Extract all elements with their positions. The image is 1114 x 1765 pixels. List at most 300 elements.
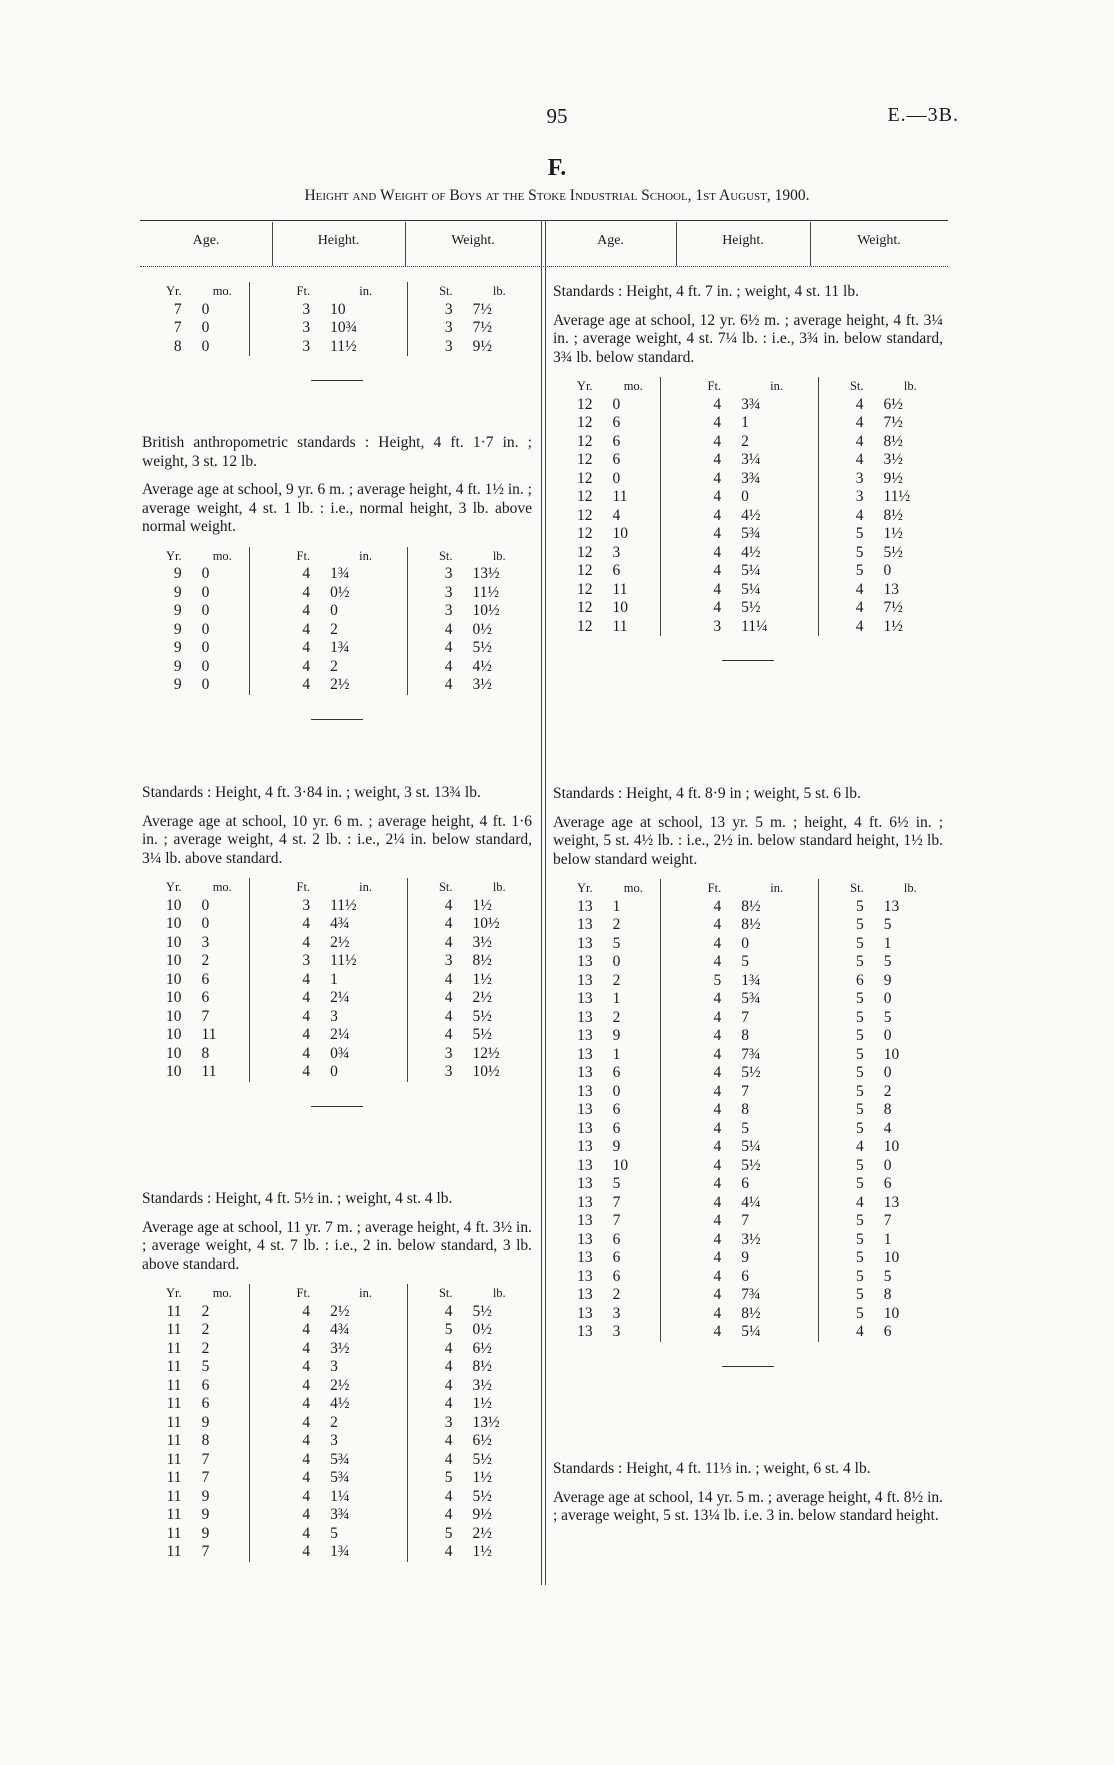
table-cell: 11½	[883, 488, 911, 505]
unit-mo: mo.	[212, 880, 232, 894]
unit-mo: mo.	[212, 1286, 232, 1300]
table-cell: 5¼	[741, 580, 761, 598]
table-cell: 5¼	[741, 1323, 761, 1340]
table-cell: 4	[855, 414, 864, 431]
table-cell: 4	[444, 1339, 453, 1357]
table-cell: 7	[741, 1212, 749, 1229]
table-cell: 10	[166, 1063, 182, 1080]
table-cell: 2	[612, 1008, 621, 1026]
table-cell: 8	[201, 1044, 210, 1062]
table-cell: 13	[577, 1101, 593, 1118]
table-cell: 6	[612, 1064, 621, 1081]
unit-ft: Ft.	[296, 548, 311, 563]
table-row	[553, 1175, 943, 1194]
table-cell: 3	[612, 543, 621, 561]
table-cell: 3	[302, 896, 311, 914]
table-cell: 4	[302, 1395, 311, 1412]
table-cell: 10	[612, 525, 629, 542]
table-cell: 3	[713, 617, 722, 635]
table-cell: 4	[713, 953, 722, 970]
measurement-table	[142, 547, 532, 695]
table-row	[553, 1231, 943, 1250]
table-cell: 0	[201, 657, 210, 675]
table-cell: 4	[302, 933, 311, 951]
table-cell: 2	[741, 432, 749, 450]
table-cell: 5	[855, 1230, 864, 1248]
table-cell: 4	[713, 1008, 722, 1026]
table-cell: 5	[612, 934, 621, 952]
table-cell: 13	[577, 1267, 593, 1285]
page-number: 95	[546, 104, 568, 128]
table-cell: 12	[577, 469, 593, 487]
table-cell: 8½	[472, 1358, 492, 1375]
table-cell: 8½	[741, 897, 761, 915]
table-cell: 13	[577, 1249, 593, 1266]
table-cell: 9	[741, 1249, 749, 1266]
table-cell: 12	[577, 580, 593, 598]
table-cell: 6	[201, 989, 210, 1006]
table-cell: 4	[713, 451, 722, 468]
table-cell: 13	[577, 1212, 593, 1229]
unit-mo: mo.	[623, 379, 643, 393]
table-cell: 4	[713, 506, 722, 524]
table-cell: 4	[713, 1212, 722, 1229]
table-cell: 4	[855, 617, 864, 635]
measurement-table	[142, 1284, 532, 1562]
table-row	[553, 916, 943, 935]
table-cell: 4	[713, 1119, 722, 1137]
table-cell: 4	[302, 1432, 311, 1449]
table-cell: 4	[302, 620, 311, 638]
unit-in: in.	[359, 880, 373, 894]
table-cell: 12	[577, 617, 593, 635]
table-cell: 10	[883, 1249, 900, 1266]
table-cell: 5	[855, 1082, 864, 1100]
table-cell: 5	[855, 1027, 864, 1044]
table-cell: 7	[173, 319, 182, 336]
table-cell: 0	[201, 676, 210, 693]
table-cell: 6	[741, 1267, 749, 1285]
column-divider-2	[545, 220, 546, 1585]
table-cell: 11	[166, 1339, 182, 1357]
unit-mo: mo.	[212, 548, 232, 563]
table-cell: 9	[173, 565, 182, 582]
table-cell: 0½	[472, 620, 492, 638]
table-cell: 3½	[472, 933, 492, 951]
table-row	[553, 618, 943, 637]
table-cell: 6	[612, 1101, 621, 1118]
table-cell: 13	[577, 897, 593, 915]
unit-yr: Yr.	[576, 881, 593, 895]
table-cell: 5	[855, 562, 864, 579]
group-paragraph: Average age at school, 10 yr. 6 m. ; average height, 4 ft. 1·6 in. ; average weight, 4 st. 2 lb. : i.e., 2¼ in. below standard, 3¼ lb. above standard.	[142, 812, 532, 867]
table-cell: 2½	[330, 1302, 350, 1320]
table-cell: 10	[883, 1304, 900, 1322]
table-cell: 8	[741, 1101, 749, 1118]
table-cell: 9½	[472, 337, 493, 355]
table-row	[142, 621, 532, 640]
group-age-9	[142, 434, 532, 720]
table-cell: 4	[302, 1063, 311, 1080]
table-row	[142, 319, 532, 338]
unit-ft: Ft.	[296, 284, 311, 298]
table-cell: 2	[612, 1286, 621, 1303]
table-cell: 2	[612, 971, 621, 989]
table-cell: 9	[173, 676, 182, 693]
table-cell: 6	[612, 1249, 621, 1266]
section-divider	[311, 719, 363, 720]
table-cell: 10	[166, 952, 182, 969]
table-row	[142, 1063, 532, 1082]
table-cell: 13	[577, 953, 593, 970]
table-cell: 8	[201, 1432, 210, 1449]
table-cell: 4	[444, 1395, 453, 1412]
table-cell: 1¼	[330, 1487, 350, 1505]
table-cell: 3	[302, 952, 311, 969]
table-cell: 11½	[330, 337, 357, 355]
table-cell: 6	[883, 1175, 892, 1192]
table-row	[142, 676, 532, 695]
table-cell: 4	[713, 916, 722, 933]
table-cell: 13	[577, 934, 593, 952]
table-cell: 4	[444, 1007, 453, 1025]
table-cell: 3½	[472, 676, 492, 693]
table-cell: 3	[444, 565, 453, 582]
unit-yr: Yr.	[165, 1286, 182, 1300]
section-divider	[311, 1106, 363, 1107]
table-row	[553, 1083, 943, 1102]
table-cell: 5	[201, 1358, 210, 1375]
table-cell: 4	[855, 599, 864, 616]
table-cell: 2	[201, 1302, 210, 1320]
table-cell: 4	[713, 414, 722, 431]
table-cell: 2	[883, 1082, 892, 1100]
table-cell: 1	[612, 897, 621, 915]
table-cell: 5	[883, 1008, 892, 1026]
table-row	[142, 1045, 532, 1064]
table-cell: 4	[302, 1007, 311, 1025]
table-cell: 11½	[330, 952, 357, 969]
table-cell: 3¾	[330, 1506, 350, 1523]
table-cell: 5	[713, 971, 722, 989]
table-row	[142, 1340, 532, 1359]
table-cell: 4½	[330, 1395, 350, 1412]
table-cell: 7½	[883, 599, 903, 616]
table-cell: 3	[612, 1304, 621, 1322]
table-cell: 8	[173, 337, 182, 355]
table-cell: 4	[302, 1524, 311, 1542]
table-cell: 11¼	[741, 617, 768, 635]
table-cell: 9	[201, 1413, 210, 1431]
unit-in: in.	[770, 379, 784, 393]
table-cell: 10	[612, 1156, 629, 1174]
table-cell: 9	[883, 971, 892, 989]
table-row	[142, 1414, 532, 1433]
table-cell: 0	[883, 1064, 892, 1081]
table-cell: 5½	[741, 1156, 761, 1174]
table-cell: 0	[330, 602, 338, 619]
table-cell: 10½	[472, 1063, 500, 1080]
table-cell: 0	[741, 488, 749, 505]
group-paragraph: Average age at school, 11 yr. 7 m. ; average height, 4 ft. 3½ in. ; average weight, 4 st. 7 lb. : i.e., 2 in. below standard, 3 lb. above standard.	[142, 1218, 532, 1273]
table-cell: 4	[713, 488, 722, 505]
table-cell: 7	[201, 1543, 210, 1560]
unit-lb: lb.	[903, 379, 917, 393]
unit-in: in.	[359, 284, 373, 298]
table-cell: 6	[201, 1376, 210, 1394]
table-cell: 6½	[472, 1339, 492, 1357]
table-cell: 7	[741, 1082, 749, 1100]
table-cell: 5	[612, 1175, 621, 1192]
table-cell: 5	[330, 1524, 338, 1542]
table-cell: 8	[741, 1027, 749, 1044]
table-cell: 3¾	[741, 469, 761, 487]
table-cell: 4½	[472, 657, 492, 675]
table-cell: 4	[302, 639, 311, 656]
unit-st: St.	[850, 881, 864, 895]
table-cell: 4	[713, 1064, 722, 1081]
table-cell: 12	[577, 451, 593, 468]
table-cell: 8½	[741, 916, 761, 933]
table-cell: 13	[883, 1193, 900, 1211]
table-cell: 3	[444, 300, 453, 318]
table-row	[553, 1305, 943, 1324]
table-cell: 0	[201, 319, 210, 336]
group-age-10	[142, 784, 532, 1107]
table-row	[553, 1157, 943, 1176]
table-cell: 4	[713, 580, 722, 598]
group-paragraph: Standards : Height, 4 ft. 8·9 in ; weight, 5 st. 6 lb.	[553, 785, 861, 802]
table-cell: 4	[302, 970, 311, 988]
table-cell: 4	[444, 896, 453, 914]
group-paragraph: British anthropometric standards : Height, 4 ft. 1·7 in. ; weight, 3 st. 12 lb.	[142, 434, 532, 470]
table-cell: 9	[201, 1487, 210, 1505]
table-cell: 3	[444, 337, 453, 355]
unit-lb: lb.	[903, 881, 917, 895]
table-cell: 5	[883, 953, 892, 970]
table-cell: 0	[201, 620, 210, 638]
table-cell: 2	[201, 952, 210, 969]
table-cell: 0	[201, 915, 210, 932]
table-cell: 13	[577, 1286, 593, 1303]
unit-st: St.	[439, 284, 453, 298]
table-cell: 4	[713, 562, 722, 579]
table-cell: 12	[577, 562, 593, 579]
table-cell: 4	[302, 1413, 311, 1431]
table-header-rule	[140, 266, 948, 267]
table-cell: 13	[883, 897, 900, 915]
table-cell: 0	[201, 300, 210, 318]
table-cell: 0	[612, 953, 621, 970]
table-cell: 13	[577, 1175, 593, 1192]
table-cell: 3¾	[741, 395, 761, 413]
table-cell: 3	[444, 1063, 453, 1080]
table-cell: 1	[330, 970, 338, 988]
table-row	[142, 1488, 532, 1507]
unit-yr: Yr.	[576, 379, 593, 393]
table-row	[553, 1286, 943, 1305]
table-cell: 5¾	[330, 1450, 350, 1468]
table-cell: 5	[855, 1045, 864, 1063]
table-cell: 9	[173, 620, 182, 638]
table-cell: 13	[577, 1138, 593, 1155]
table-cell: 0	[201, 583, 210, 601]
table-cell: 3½	[472, 1376, 492, 1394]
table-cell: 8½	[741, 1304, 761, 1322]
table-cell: 5	[855, 1249, 864, 1266]
table-cell: 4	[713, 1267, 722, 1285]
measurement-table	[142, 878, 532, 1082]
table-cell: 1½	[472, 1543, 492, 1560]
table-cell: 4	[612, 506, 621, 524]
table-cell: 11	[201, 1063, 217, 1080]
group-age-7-8	[142, 282, 532, 381]
table-cell: 4	[444, 1358, 453, 1375]
table-cell: 4	[302, 915, 311, 932]
table-row	[142, 658, 532, 677]
unit-st: St.	[438, 1286, 453, 1300]
table-row	[553, 972, 943, 991]
table-row	[142, 897, 532, 916]
table-cell: 5¾	[330, 1469, 350, 1486]
table-cell: 11	[166, 1395, 182, 1412]
table-row	[142, 565, 532, 584]
table-cell: 4	[444, 1487, 453, 1505]
table-cell: 0	[883, 990, 892, 1007]
table-cell: 12	[577, 488, 593, 505]
table-cell: 1½	[472, 1469, 492, 1486]
table-cell: 6	[612, 562, 621, 579]
table-cell: 4	[855, 451, 864, 468]
table-cell: 4	[855, 506, 864, 524]
unit-st: St.	[438, 548, 453, 563]
table-cell: 9	[173, 602, 182, 619]
table-cell: 4	[444, 1506, 453, 1523]
table-row	[553, 935, 943, 954]
table-cell: 13	[577, 1082, 593, 1100]
table-cell: 4	[444, 1302, 453, 1320]
table-cell: 9	[173, 657, 182, 675]
table-cell: 1	[612, 990, 621, 1007]
table-cell: 1	[612, 1045, 621, 1063]
table-cell: 2	[330, 1413, 338, 1431]
table-cell: 2	[201, 1339, 210, 1357]
table-cell: 4	[444, 620, 453, 638]
table-cell: 5	[855, 1064, 864, 1081]
header-weight-left: Weight.	[451, 233, 495, 248]
table-cell: 5	[855, 1175, 864, 1192]
table-cell: 7¾	[741, 1045, 761, 1063]
table-cell: 1½	[472, 1395, 492, 1412]
table-cell: 4	[855, 395, 864, 413]
table-cell: 4	[302, 1044, 311, 1062]
table-cell: 3	[855, 488, 864, 505]
table-cell: 4	[713, 599, 722, 616]
group-paragraph: Standards : Height, 4 ft. 5½ in. ; weight, 4 st. 4 lb.	[142, 1190, 453, 1207]
group-paragraph: Average age at school, 14 yr. 5 m. ; average height, 4 ft. 8½ in. ; average weight, 5 st. 13¼ lb. i.e. 3 in. below standard height.	[553, 1488, 943, 1524]
table-cell: 11	[166, 1469, 182, 1486]
table-cell: 1¾	[741, 971, 761, 989]
table-cell: 4	[855, 1193, 864, 1211]
table-cell: 11	[166, 1506, 182, 1523]
table-top-rule	[140, 220, 948, 221]
table-cell: 1	[883, 1230, 892, 1248]
table-cell: 5½	[472, 1007, 492, 1025]
table-cell: 12	[577, 543, 593, 561]
table-row	[142, 1506, 532, 1525]
table-cell: 4	[713, 897, 722, 915]
table-cell: 4	[855, 1138, 864, 1155]
table-cell: 5	[855, 916, 864, 933]
table-cell: 10	[166, 896, 182, 914]
table-cell: 4	[302, 1358, 311, 1375]
header-age-right: Age.	[597, 233, 624, 248]
table-cell: 3	[302, 300, 311, 318]
measurement-table	[142, 282, 532, 356]
table-cell: 11	[166, 1487, 182, 1505]
table-cell: 4	[713, 1323, 722, 1340]
table-row	[142, 971, 532, 990]
unit-ft: Ft.	[707, 881, 722, 895]
table-cell: 10	[883, 1045, 900, 1063]
table-cell: 5½	[472, 1302, 492, 1320]
table-row	[553, 1027, 943, 1046]
table-row	[142, 934, 532, 953]
group-age-12	[553, 283, 943, 661]
table-cell: 4	[444, 970, 453, 988]
table-cell: 8½	[883, 432, 903, 450]
table-cell: 4	[713, 1101, 722, 1118]
table-cell: 4	[302, 1302, 311, 1320]
table-cell: 10¾	[330, 319, 358, 336]
table-cell: 3	[330, 1358, 338, 1375]
table-cell: 1½	[883, 617, 903, 635]
table-cell: 11	[166, 1450, 182, 1468]
header-height-left: Height.	[317, 233, 360, 248]
table-cell: 1	[741, 414, 749, 431]
table-cell: 6	[612, 1267, 621, 1285]
table-cell: 4	[713, 543, 722, 561]
section-divider	[722, 1366, 774, 1367]
table-row	[553, 1268, 943, 1287]
table-cell: 6	[855, 971, 864, 989]
table-cell: 4	[713, 934, 722, 952]
table-cell: 3	[330, 1432, 338, 1449]
table-cell: 4	[713, 1045, 722, 1063]
table-cell: 5½	[883, 543, 903, 561]
table-row	[142, 1525, 532, 1544]
table-row	[142, 1543, 532, 1562]
table-cell: 2½	[472, 1524, 492, 1542]
group-age-14	[553, 1460, 943, 1536]
table-cell: 5½	[741, 1064, 761, 1081]
table-row	[553, 562, 943, 581]
table-cell: 0½	[472, 1321, 492, 1338]
unit-mo: mo.	[212, 284, 232, 298]
group-age-11	[142, 1190, 532, 1562]
table-cell: 4	[302, 1339, 311, 1357]
table-row	[142, 602, 532, 621]
table-cell: 8½	[883, 506, 903, 524]
table-cell: 1½	[883, 525, 903, 542]
table-cell: 3	[444, 1413, 453, 1431]
group-paragraph: Standards : Height, 4 ft. 11⅓ in. ; weight, 6 st. 4 lb.	[553, 1460, 871, 1477]
table-cell: 5	[855, 1212, 864, 1229]
table-row	[553, 507, 943, 526]
table-cell: 3	[444, 319, 453, 336]
table-cell: 2½	[330, 1376, 350, 1394]
table-cell: 4	[713, 1249, 722, 1266]
